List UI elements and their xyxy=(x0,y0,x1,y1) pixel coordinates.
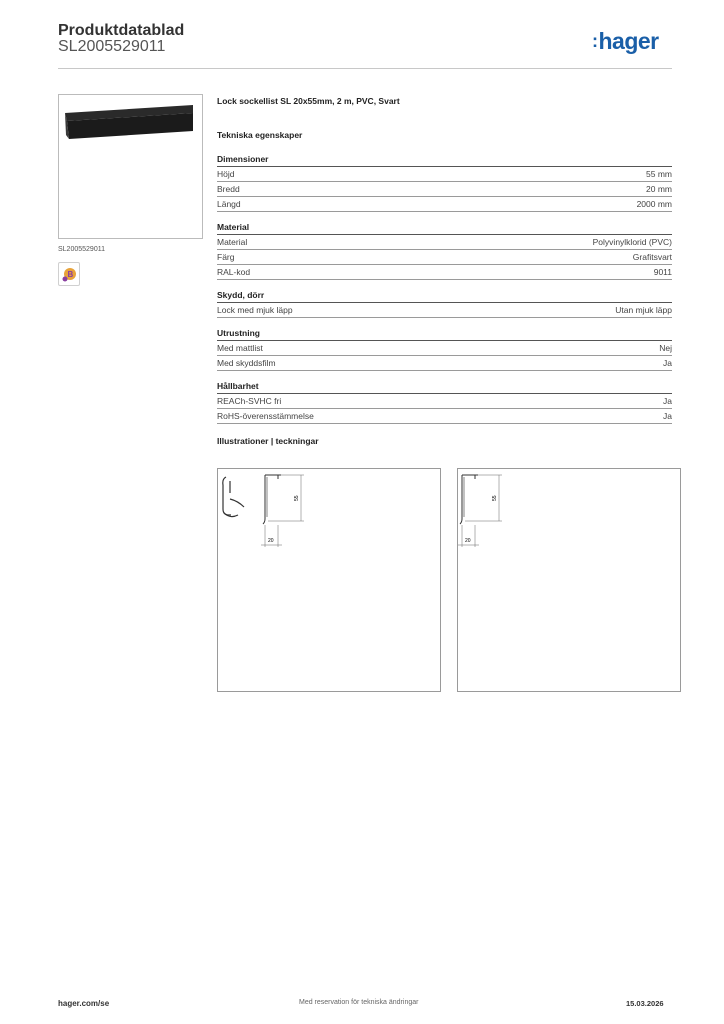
spec-label: Längd xyxy=(217,199,241,209)
dimension-width-2: 20 xyxy=(465,538,471,544)
spec-group-title: Hållbarhet xyxy=(217,381,672,394)
drawing-2 xyxy=(457,468,681,692)
spec-value: Ja xyxy=(663,396,672,406)
spec-label: RAL-kod xyxy=(217,267,251,277)
spec-label: Höjd xyxy=(217,169,235,179)
tech-heading: Tekniska egenskaper xyxy=(217,130,303,140)
spec-group xyxy=(217,290,672,318)
spec-group xyxy=(217,154,672,212)
page-title: Produktdatablad xyxy=(58,22,185,39)
spec-value: Utan mjuk läpp xyxy=(615,305,672,315)
sustainability-badge-icon xyxy=(58,262,80,286)
spec-label: REACh-SVHC fri xyxy=(217,396,282,406)
spec-label: RoHS-överensstämmelse xyxy=(217,411,314,421)
spec-value: 2000 mm xyxy=(636,199,672,209)
spec-value: Polyvinylklorid (PVC) xyxy=(592,237,672,247)
spec-row xyxy=(217,250,672,265)
spec-group-title: Utrustning xyxy=(217,328,672,341)
image-caption: SL20055290​11 xyxy=(58,246,105,253)
spec-row xyxy=(217,167,672,182)
spec-label: Med skyddsfilm xyxy=(217,358,276,368)
spec-value: 20 mm xyxy=(646,184,672,194)
spec-label: Bredd xyxy=(217,184,240,194)
spec-value: Ja xyxy=(663,411,672,421)
dimension-height-2: 55 xyxy=(492,495,498,501)
spec-row xyxy=(217,394,672,409)
spec-groups xyxy=(217,154,672,424)
dimension-width: 20 xyxy=(268,538,274,544)
product-specs xyxy=(217,96,672,446)
spec-group-title: Dimensioner xyxy=(217,154,672,167)
spec-label: Med mattlist xyxy=(217,343,263,353)
header-divider xyxy=(58,68,672,69)
product-image xyxy=(58,94,203,239)
dimension-height: 55 xyxy=(294,495,300,501)
footer-disclaimer: Med reservation för tekniska ändringar xyxy=(299,999,419,1006)
logo-text: hager xyxy=(598,28,659,54)
spec-row xyxy=(217,265,672,280)
hager-logo: :hager xyxy=(592,28,659,54)
spec-label: Material xyxy=(217,237,248,247)
spec-value: Grafitsvart xyxy=(632,252,672,262)
footer-website[interactable]: hager.com/se xyxy=(58,999,110,1008)
spec-group-title: Skydd, dörr xyxy=(217,290,672,303)
spec-row xyxy=(217,303,672,318)
spec-row xyxy=(217,341,672,356)
spec-value: 55 mm xyxy=(646,169,672,179)
svg-text:B: B xyxy=(67,270,74,279)
spec-value: 9011 xyxy=(653,267,672,277)
spec-value: Nej xyxy=(659,343,672,353)
spec-row xyxy=(217,182,672,197)
drawing-1 xyxy=(217,468,441,692)
article-number: SL20055290​11 xyxy=(58,38,166,55)
spec-row xyxy=(217,235,672,250)
illustrations-heading: Illustrationer | teckningar xyxy=(217,436,319,446)
product-name: Lock sockellist SL 20x55mm, 2 m, PVC, Svart xyxy=(217,96,400,106)
spec-row xyxy=(217,409,672,424)
spec-group xyxy=(217,381,672,424)
spec-label: Färg xyxy=(217,252,235,262)
spec-row xyxy=(217,356,672,371)
spec-value: Ja xyxy=(663,358,672,368)
spec-label: Lock med mjuk läpp xyxy=(217,305,293,315)
footer-date: 15.03.2026 xyxy=(626,999,664,1008)
spec-group xyxy=(217,328,672,371)
spec-group xyxy=(217,222,672,280)
spec-row xyxy=(217,197,672,212)
spec-group-title: Material xyxy=(217,222,672,235)
